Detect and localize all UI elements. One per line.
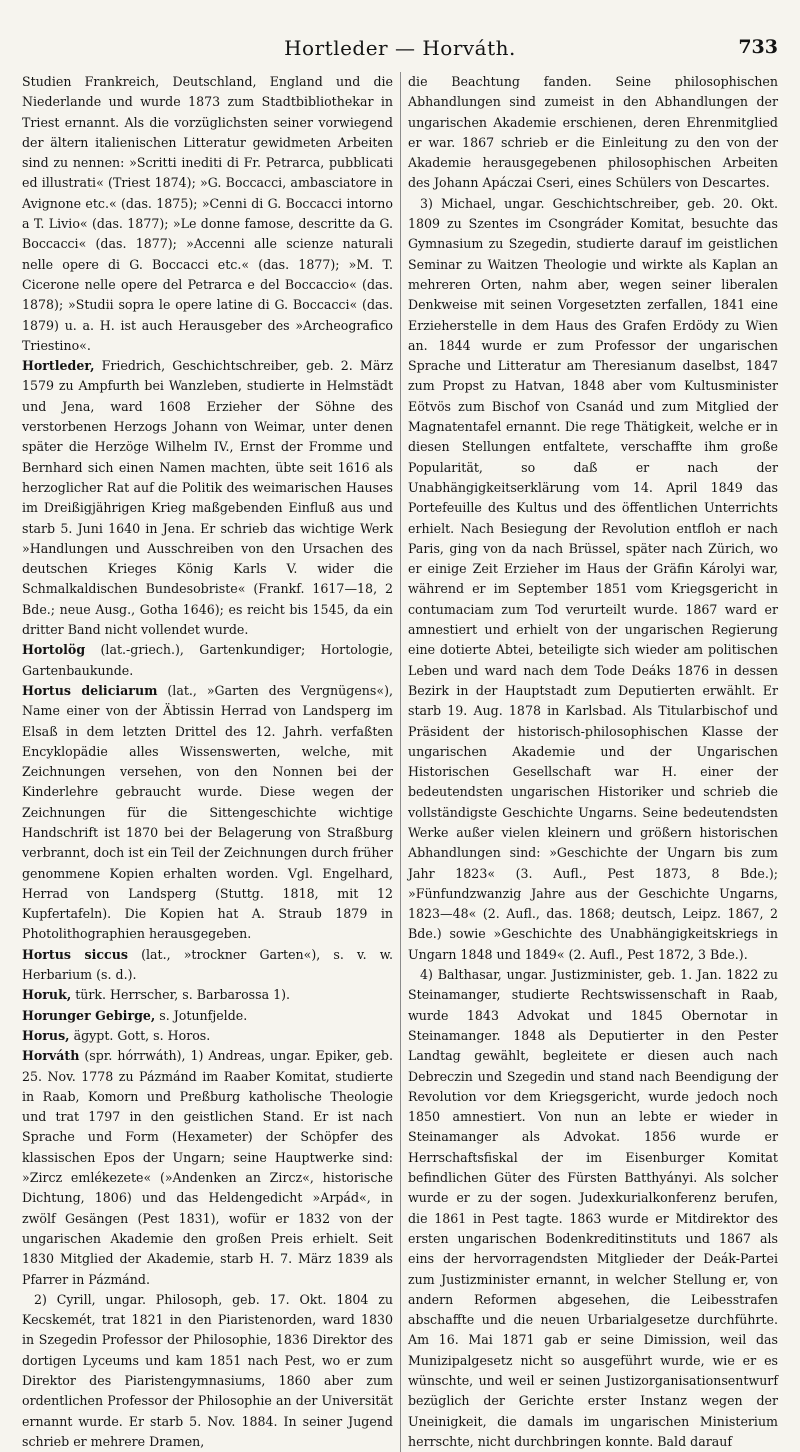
text-paragraph <box>408 965 778 1452</box>
entry-headword: Hortleder, <box>22 358 95 374</box>
right-column <box>400 72 778 1452</box>
page-header <box>22 30 778 70</box>
entry-headword: Hortus siccus <box>22 946 128 962</box>
text-columns <box>22 72 778 1452</box>
entry-headword: Horuk, <box>22 987 72 1003</box>
text-paragraph <box>408 194 778 965</box>
left-column <box>22 72 400 1452</box>
text-paragraph <box>22 72 393 356</box>
entry-headword: Horváth <box>22 1048 80 1064</box>
text-paragraph <box>408 72 778 194</box>
entry-headword: Hortolög <box>22 642 86 658</box>
entry-headword: Hortus deliciarum <box>22 682 158 698</box>
entry-text: Studien Frankreich, Deutschland, England und die Niederlande und wurde 1873 zum Stadtbibliothekar in Triest ernannt. Als die vorzüglichsten seiner vorwiegend der ältern italienischen Litteratur gewidmeten Arbeiten sind zu nennen: »Scritti inediti di Fr. Petrarca, pubblicati ed illustrati« (Triest 1874); »G. Boccacci, ambasciatore in Avignone etc.« (das. 1875); »Cenni di G. Boccacci intorno a T. Livio« (das. 1877); »Le donne famose, descritte da G. Boccacci« (das. 1877); »Accenni alle scienze naturali nelle opere di G. Boccacci etc.« (das. 1877); »M. T. Cicerone nelle opere del Petrarca e del Boccaccio« (das. 1878); »Studii sopra le opere latine di G. Boccacci« (das. 1879) u. a. H. ist auch Herausgeber des »Archeografico Triestino«. <box>22 74 393 353</box>
running-head: Hortleder — Horváth. <box>284 36 516 60</box>
text-paragraph <box>22 1290 393 1452</box>
entry-text: (lat., »Garten des Vergnügens«), Name einer von der Äbtissin Herrad von Landsperg im Elsaß in dem letzten Drittel des 12. Jahrh. verfaßten Encyklopädie alles Wissenswerten, welche, mit Zeichnungen versehen, von den Nonnen bei der Kinderlehre gebraucht wurde. Diese wegen der Zeichnungen für die Sittengeschichte wichtige Handschrift ist 1870 bei der Belagerung von Straßburg verbrannt, doch ist ein Teil der Zeichnungen durch früher genommene Kopien erhalten worden. Vgl. Engelhard, Herrad von Landsperg (Stuttg. 1818, mit 12 Kupfertafeln). Die Kopien hat A. Straub 1879 in Photolithographien herausgegeben. <box>22 682 393 942</box>
dictionary-entry <box>22 1046 393 1290</box>
entry-text: (spr. hórrwáth), 1) Andreas, ungar. Epiker, geb. 25. Nov. 1778 zu Pázmánd im Raaber Komitat, studierte in Raab, Komorn und Preßburg katholische Theologie und trat 1797 in den geistlichen Stand. Er ist nach Sprache und Form (Hexameter) der Schöpfer des klassischen Epos der Ungarn; seine Hauptwerke sind: »Zircz emlékezete« (»Andenken an Zircz«, historische Dichtung, 1806) und das Heldengedicht »Arpád«, in zwölf Gesängen (Pest 1831), wofür er 1832 von der ungarischen Akademie den großen Preis erhielt. Seit 1830 Mitglied der Akademie, starb H. 7. März 1839 als Pfarrer in Pázmánd. <box>22 1048 393 1287</box>
entry-text: die Beachtung fanden. Seine philosophischen Abhandlungen sind zumeist in den Abhandlungen der ungarischen Akademie erschienen, deren Ehrenmitglied er war. 1867 schrieb er die Einleitung zu den von der Akademie herausgegebenen philosophischen Arbeiten des Johann Apáczai Cseri, eines Schülers von Descartes. <box>408 74 778 191</box>
entry-text: 3) Michael, ungar. Geschichtschreiber, geb. 20. Okt. 1809 zu Szentes im Csongráder Komitat, besuchte das Gymnasium zu Szegedin, studierte darauf im geistlichen Seminar zu Waitzen Theologie und wirkte als Kaplan an mehreren Orten, nahm aber, wegen seiner liberalen Denkweise mit seinen Vorgesetzten zerfallen, 1841 eine Erzieherstelle in dem Haus des Grafen Erdödy zu Wien an. 1844 wurde er zum Professor der ungarischen Sprache und Litteratur am Theresianum daselbst, 1847 zum Propst zu Hatvan, 1848 aber vom Kultusminister Eötvös zum Bischof von Csanád und zum Mitglied der Magnatentafel ernannt. Die rege Thätigkeit, welche er in diesen Stellungen entfaltete, verschaffte ihm große Popularität, so daß er nach der Unabhängigkeitserklärung vom 14. April 1849 das Portefeuille des Kultus und des öffentlichen Unterrichts erhielt. Nach Besiegung der Revolution entfloh er nach Paris, ging von da nach Brüssel, später nach Zürich, wo er einige Zeit Erzieher im Haus der Gräfin Károlyi war, während er im September 1851 vom Kriegsgericht in contumaciam zum Tod verurteilt wurde. 1867 ward er amnestiert und erhielt von der ungarischen Regierung eine dotierte Abtei, beteiligte sich wieder am politischen Leben und ward nach dem Tode Deáks 1876 in dessen Bezirk in der Hauptstadt zum Deputierten erwählt. Er starb 19. Aug. 1878 in Karlsbad. Als Titularbischof und Präsident der historisch-philosophischen Klasse der ungarischen Akademie und der Ungarischen Historischen Gesellschaft war H. einer der bedeutendsten ungarischen Historiker und schrieb die vollständigste Geschichte Ungarns. Seine bedeutendsten Werke außer vielen kleinern und größern historischen Abhandlungen sind: »Geschichte der Ungarn bis zum Jahr 1823« (3. Aufl., Pest 1873, 8 Bde.); »Fünfundzwanzig Jahre aus der Geschichte Ungarns, 1823—48« (2. Aufl., das. 1868; deutsch, Leipz. 1867, 2 Bde.) sowie »Geschichte des Unabhängigkeitskriegs in Ungarn 1848 und 1849« (2. Aufl., Pest 1872, 3 Bde.). <box>408 195 778 962</box>
entry-text: 2) Cyrill, ungar. Philosoph, geb. 17. Okt. 1804 zu Kecskemét, trat 1821 in den Piaristenorden, ward 1830 in Szegedin Professor der Philosophie, 1836 Direktor des dortigen Lyceums und kam 1851 nach Pest, wo er zum Direktor des Piaristengymnasiums, 1860 aber zum ordentlichen Professor der Philosophie an der Universität ernannt wurde. Er starb 5. Nov. 1884. In seiner Jugend schrieb er mehrere Dramen, <box>22 1291 393 1449</box>
entry-text: ägypt. Gott, s. Horos. <box>69 1027 211 1043</box>
entry-text: türk. Herrscher, s. Barbarossa 1). <box>71 987 291 1003</box>
dictionary-entry <box>22 356 393 640</box>
dictionary-entry <box>22 681 393 945</box>
entry-text: Friedrich, Geschichtschreiber, geb. 2. März 1579 zu Ampfurth bei Wanzleben, studierte in Helmstädt und Jena, ward 1608 Erzieher der Söhne des verstorbenen Herzogs Johann von Weimar, unter denen später die Herzöge Wilhelm IV., Ernst der Fromme und Bernhard sich einen Namen machten, übte seit 1616 als herzoglicher Rat auf die Politik des weimarischen Hauses im Dreißigjährigen Krieg maßgebenden Einfluß aus und starb 5. Juni 1640 in Jena. Er schrieb das wichtige Werk »Handlungen und Ausschreiben von den Ursachen des deutschen Krieges König Karls V. wider die Schmalkaldischen Bundesobriste« (Frankf. 1617—18, 2 Bde.; neue Ausg., Gotha 1646); es reicht bis 1545, da ein dritter Band nicht vollendet wurde. <box>22 358 393 638</box>
entry-text: (lat., »trockner Garten«), s. v. w. Herbarium (s. d.). <box>22 946 393 983</box>
dictionary-entry <box>22 1006 393 1026</box>
entry-text: (lat.-griech.), Gartenkundiger; Hortologie, Gartenbaukunde. <box>22 642 393 678</box>
entry-text: s. Jotunfjelde. <box>155 1007 248 1023</box>
entry-text: 4) Balthasar, ungar. Justizminister, geb. 1. Jan. 1822 zu Steinamanger, studierte Rechtswissenschaft in Raab, wurde 1843 Advokat und 1845 Obernotar in Steinamanger. 1848 als Deputierter in den Pester Landtag gewählt, begleitete er diesen auch nach Debreczin und Szegedin und stand nach Beendigung der Revolution vor dem Kriegsgericht, wurde jedoch noch 1850 amnestiert. Von nun an lebte er wieder in Steinamanger als Advokat. 1856 wurde er Herrschaftsfiskal der im Eisenburger Komitat befindlichen Güter des Fürsten Batthyányi. Als solcher wurde er zu der sogen. Judexkurialkonferenz berufen, die 1861 in Pest tagte. 1863 wurde er Mitdirektor des ersten ungarischen Bodenkreditinstituts und 1867 als eins der hervorragendsten Mitglieder der Deák-Partei zum Justizminister ernannt, in welcher Stellung er, von andern Reformen abgesehen, die Leibesstrafen abschaffte und die neuen Urbarialgesetze durchführte. Am 16. Mai 1871 gab er seine Dimission, weil das Munizipalgesetz nicht so ausgeführt wurde, wie er es wünschte, und weil er seinen Justizorganisationsentwurf bezüglich der Gerichte erster Instanz wegen der Uneinigkeit, die damals im ungarischen Ministerium herrschte, nicht durchbringen konnte. Bald darauf <box>408 967 778 1449</box>
dictionary-entry <box>22 985 393 1005</box>
entry-headword: Horus, <box>22 1027 70 1043</box>
entry-headword: Horunger Gebirge, <box>22 1007 156 1023</box>
dictionary-entry <box>22 945 393 986</box>
dictionary-entry <box>22 640 393 681</box>
dictionary-entry <box>22 1026 393 1046</box>
page-number: 733 <box>738 36 778 58</box>
